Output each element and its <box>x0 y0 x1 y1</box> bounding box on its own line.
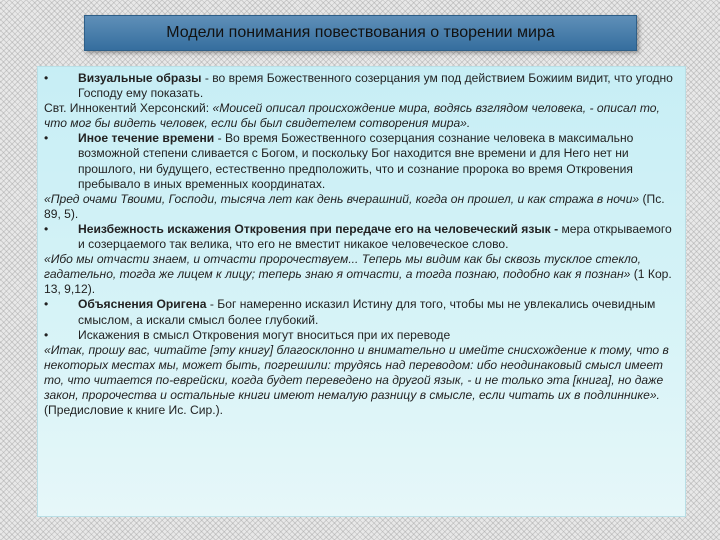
quote-corinthians <box>44 252 681 297</box>
bullet-heading: Иное течение времени <box>78 131 215 146</box>
source-note <box>44 403 681 418</box>
source-text: (Предисловие к книге Ис. Сир.). <box>44 403 223 418</box>
bullet-marker: • <box>44 221 49 236</box>
quote-sirach <box>44 343 681 403</box>
bullet-origen <box>44 297 681 327</box>
bullet-marker: • <box>44 71 49 85</box>
bullet-heading: Неизбежность искажения Откровения при передаче его на человеческий язык - <box>78 221 559 236</box>
quote-author: Свт. Иннокентий Херсонский: <box>44 101 213 116</box>
quote-innokenty <box>44 101 681 131</box>
bullet-text: - Во время Божественного созерцания сознание человека в максимально возможной степени сливается с Богом, и поскольку Бог находится вне времени и для Него нет ни прошлого, ни будущего, естественно предположить, что и сознание пророка во время Откровения пребывало в иных временных координатах. <box>78 131 634 191</box>
bullet-text: Искажения в смысл Откровения могут вноситься при их переводе <box>78 327 451 342</box>
bullet-marker: • <box>44 131 49 146</box>
content-box <box>37 66 686 517</box>
bullet-heading: Визуальные образы <box>78 71 202 85</box>
slide-title: Модели понимания повествования о творении мира <box>166 24 555 41</box>
bullet-marker: • <box>44 327 49 342</box>
bullet-heading: Объяснения Оригена <box>78 297 207 312</box>
quote-psalm <box>44 192 681 222</box>
slide-title-bar <box>84 15 637 51</box>
bullet-text: мера открываемого и созерцаемого так велика, что его не вместит никакое человеческое слово. <box>78 221 672 252</box>
bullet-distortion <box>44 222 681 252</box>
quote-text: «Ибо мы отчасти знаем, и отчасти пророчествуем... Теперь мы видим как бы сквозь тусклое стекло, гадательно, тогда же лицем к лицу; теперь знаю я отчасти, а тогда познаю, подобно как я познан» <box>44 252 641 282</box>
quote-reference: (Пс. 89, 5). <box>44 191 665 221</box>
bullet-marker: • <box>44 297 49 312</box>
quote-text: «Пред очами Твоими, Господи, тысяча лет как день вчерашний, когда он прошел, и как стража в ночи» <box>44 191 640 206</box>
bullet-text: - во время Божественного созерцания ум под действием Божиим видит, что угодно Господу ему показать. <box>78 71 673 101</box>
quote-text: «Моисей описал происхождение мира, водясь взглядом человека, - описал то, что мог бы видеть человек, если бы был свидетелем сотворения мира». <box>44 101 660 131</box>
bullet-text: - Бог намеренно исказил Истину для того, чтобы мы не увлекались очевидным смыслом, а искали смысл более глубокий. <box>78 297 656 327</box>
bullet-time-flow <box>44 131 681 191</box>
bullet-visual-images <box>44 71 681 101</box>
quote-text: «Итак, прошу вас, читайте [эту книгу] благосклонно и внимательно и имейте снисхождение к тому, что в некоторых местах мы, может быть, погрешили: трудясь над переводом: ибо неодинаковый смысл имеет то, что читается по-еврейски, когда будет переведено на другой язык, - и не только эта [книга], но даже закон, пророчества и остальные книги имеют немалую разницу в смысле, если читать их в подлиннике». <box>44 342 669 402</box>
quote-reference: (1 Кор. 13, 9,12). <box>44 267 672 297</box>
bullet-translation <box>44 328 681 343</box>
